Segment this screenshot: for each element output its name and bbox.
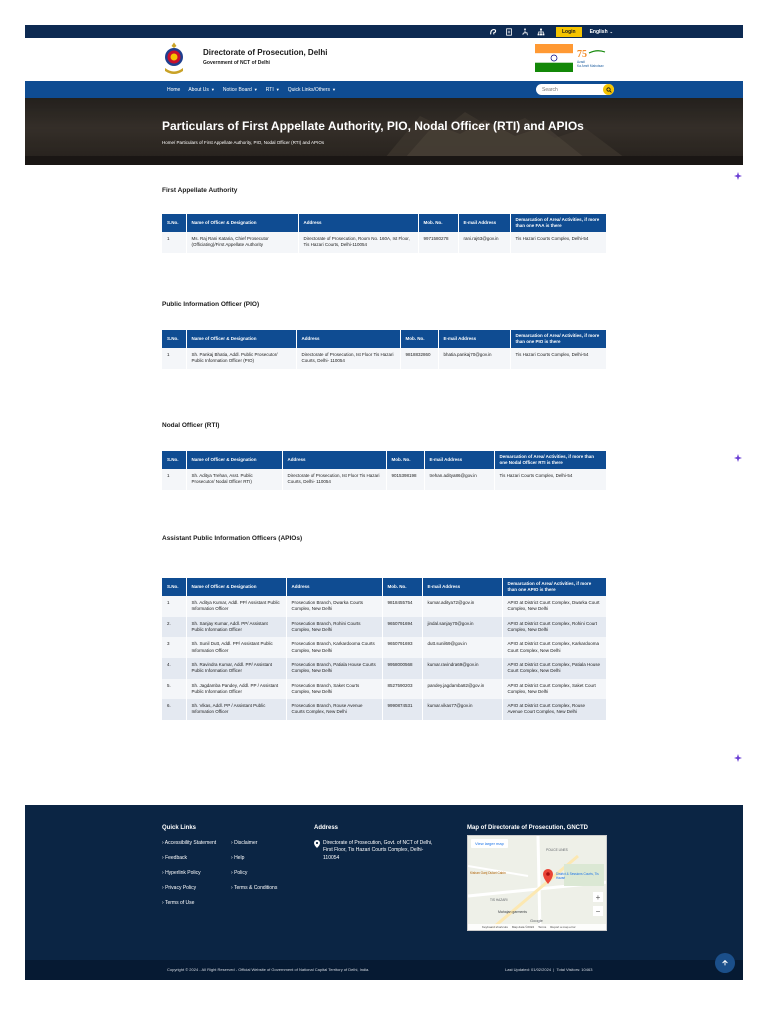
cell-sno: 4. (162, 658, 186, 679)
footer-link-label: Help (234, 855, 245, 861)
cell-sno: 6. (162, 699, 186, 720)
nav-item-label: About Us (188, 86, 209, 93)
table-header-row (162, 214, 606, 232)
cell-mobile: 8527590203 (382, 679, 422, 700)
cell-mobile: 9818455754 (382, 596, 422, 617)
col-header: Demarcation of Area/ Activities, if more than one PIO is there (510, 330, 606, 348)
col-header: E-mail Address (422, 578, 502, 596)
prosecution-emblem-logo[interactable] (163, 42, 185, 77)
map-label: District & Sessions Courts, Tis Hazari (556, 872, 599, 880)
faa-table (162, 214, 607, 253)
cell-sno: 1 (162, 469, 186, 490)
footer-link-label: Privacy Policy (165, 885, 197, 891)
copyright-bar (25, 960, 743, 980)
nav-item-notice-board[interactable] (223, 87, 258, 93)
page-banner (25, 98, 743, 165)
cell-demarcation: Tis Hazari Courts Complex, Delhi-54 (510, 232, 606, 253)
table-row (162, 637, 606, 658)
map-credit[interactable]: Report a map error (550, 925, 576, 929)
cell-email: dutt.sunil69@gov.in (422, 637, 502, 658)
footer-meta: Last Updated: 01/02/2024 | Total Visitors: 10463 (505, 967, 593, 972)
cell-sno: 2. (162, 617, 186, 638)
map-label: POLICE LINES (546, 848, 568, 852)
accessibility-icon[interactable] (520, 27, 530, 37)
cell-demarcation: APIO at District Court Complex, Patiala House Court Complex, New Delhi (502, 658, 606, 679)
breadcrumb: Home/ Particulars of First Appellate Authority, PIO, Nodal Officer (RTI) and APIOs (162, 140, 325, 145)
table-row (162, 596, 606, 617)
arrow-up-icon (721, 959, 729, 967)
col-header: Mob. No. (382, 578, 422, 596)
cell-officer: Sh. Sunil Dutt, Addl. PP/ Assistant Public Information Officer (186, 637, 286, 658)
cell-address: Prosecution Branch, Rohini Courts Complex, New Delhi (286, 617, 382, 638)
caret-down-icon: ▼ (210, 87, 215, 92)
org-subtitle: Government of NCT of Delhi (203, 60, 270, 66)
last-updated-text: Last Updated: 01/02/2024 (505, 967, 552, 972)
sitemap-doc-icon[interactable] (504, 27, 514, 37)
table-row (162, 679, 606, 700)
footer-address-text: Directorate of Prosecution, Govt. of NCT of Delhi, First Floor, Tis Hazari Courts Complex, Delhi-110054 (323, 840, 433, 861)
caret-down-icon: ▼ (331, 87, 336, 92)
col-header: Demarcation of Area/ Activities, if more than one Nodal Officer RTI is there (494, 451, 606, 469)
section-title-pio: Public Information Officer (PIO) (162, 301, 260, 308)
footer-link-hyperlink-policy[interactable]: › Hyperlink Policy (162, 870, 201, 876)
col-header: Mob. No. (418, 214, 458, 232)
azadi-ka-amrit-mahotsav-logo (575, 47, 615, 69)
table-row (162, 469, 606, 490)
search-input[interactable] (542, 87, 594, 93)
svg-text:Ka Amrit Mahotsav: Ka Amrit Mahotsav (577, 64, 604, 68)
sparkle-icon[interactable] (734, 171, 744, 181)
cell-address: Prosecution Branch, Dwarka Courts Complex, New Delhi (286, 596, 382, 617)
cell-address: Prosecution Branch, Saket Courts Complex, New Delhi (286, 679, 382, 700)
screen-reader-icon[interactable] (488, 27, 498, 37)
cell-officer: Sh. Pankaj Bhatia, Addl. Public Prosecutor/ Public Information Officer (PIO) (186, 348, 296, 369)
embedded-map[interactable] (467, 835, 607, 931)
footer-link-label: Hyperlink Policy (165, 870, 201, 876)
location-pin-icon (314, 840, 320, 848)
cell-demarcation: APIO at District Court Complex, Saket Court Complex, New Delhi (502, 679, 606, 700)
col-header: Name of Officer & Designation (186, 330, 296, 348)
table-row (162, 348, 606, 369)
sitemap-icon[interactable] (536, 27, 546, 37)
footer-link-policy[interactable]: › Policy (231, 870, 248, 876)
map-label: Kishan Ganj Dulari Cabin (470, 871, 506, 875)
map-credit: Map data ©2024 (511, 925, 535, 929)
footer-link-feedback[interactable]: › Feedback (162, 855, 188, 861)
svg-text:Azadi: Azadi (577, 60, 585, 64)
map-label: Mahajan garments (498, 910, 527, 914)
footer-link-label: Disclaimer (234, 840, 258, 846)
col-header: Name of Officer & Designation (186, 578, 286, 596)
footer-address-title: Address (314, 825, 339, 831)
nav-item-label: Quick Links/Others (287, 86, 330, 93)
col-header: E-mail Address (438, 330, 510, 348)
language-label: English (589, 28, 608, 35)
cell-officer: Sh. Jagdamba Pandey, Addl. PP / Assistant Public Information Officer (186, 679, 286, 700)
col-header: Mob. No. (400, 330, 438, 348)
table-row (162, 617, 606, 638)
col-header: S.No. (162, 330, 186, 348)
col-header: Address (298, 214, 418, 232)
map-label: Google (530, 918, 543, 923)
map-credit[interactable]: Keyboard shortcuts (482, 925, 508, 929)
col-header: Address (286, 578, 382, 596)
cell-email: bhatia.pankaj70@gov.in (438, 348, 510, 369)
footer-link-label: Feedback (165, 855, 188, 861)
cell-officer: Sh. Aditya Kumar, Addl. PP/ Assistant Public Information Officer (186, 596, 286, 617)
cell-sno: 3 (162, 637, 186, 658)
table-row (162, 699, 606, 720)
map-credit-bar (468, 924, 607, 930)
nav-item-about-us[interactable] (188, 87, 215, 93)
cell-officer: Sh. Ravindra Kumar, Addl. PP/ Assistant Public Information Officer (186, 658, 286, 679)
nav-item-label: RTI (265, 86, 274, 93)
footer-link-help[interactable]: › Help (231, 855, 245, 861)
sparkle-icon[interactable] (734, 753, 744, 763)
footer-link-label: Policy (234, 870, 248, 876)
cell-email: kumar.vikas77@gov.in (422, 699, 502, 720)
footer-quick-links-title: Quick Links (162, 825, 197, 831)
col-header: S.No. (162, 578, 186, 596)
footer-map-title: Map of Directorate of Prosecution, GNCTD (467, 825, 589, 831)
cell-email: kumar.ravindra69@gov.in (422, 658, 502, 679)
cell-mobile: 9818832860 (400, 348, 438, 369)
cell-mobile: 9958000568 (382, 658, 422, 679)
cell-email: kumar.aditya72@gov.in (422, 596, 502, 617)
scroll-to-top-button[interactable] (715, 953, 735, 973)
cell-mobile: 9990874531 (382, 699, 422, 720)
site-header (25, 38, 743, 81)
col-header: S.No. (162, 451, 186, 469)
col-header: S.No. (162, 214, 186, 232)
footer-link-disclaimer[interactable]: › Disclaimer (231, 840, 258, 846)
table-row (162, 658, 606, 679)
cell-mobile: 9650791693 (382, 637, 422, 658)
col-header: Mob. No. (386, 451, 424, 469)
login-button[interactable]: Login (556, 27, 582, 37)
cell-address: Directorate of Prosecution, Room No. 160A, Ist Floor, Tis Hazari Courts, Delhi-110054 (298, 232, 418, 253)
cell-email: pandey.jagdamba82@gov.in (422, 679, 502, 700)
cell-address: Prosecution Branch, Patiala House Courts Complex, New Delhi (286, 658, 382, 679)
footer-link-terms-conditions[interactable]: › Terms & Conditions (231, 885, 278, 891)
cell-demarcation: Tis Hazari Courts Complex, Delhi-54 (494, 469, 606, 490)
copyright-text: Copyright © 2024 - All Right Reserved - Official Website of Government of National Capital Territory of Delhi, India. (167, 967, 370, 972)
search-button[interactable] (603, 84, 614, 95)
col-header: E-mail Address (458, 214, 510, 232)
cell-email: rani.raj63@gov.in (458, 232, 510, 253)
visitor-count-text: Total Visitors: 10463 (556, 967, 593, 972)
section-title-faa: First Appellate Authority (162, 187, 238, 194)
footer-link-privacy-policy[interactable]: › Privacy Policy (162, 885, 197, 891)
nav-item-quick-links[interactable] (288, 87, 336, 93)
india-flag-image (535, 44, 573, 72)
cell-email: jindal.sanjay70@gov.in (422, 617, 502, 638)
nav-item-home[interactable] (167, 87, 180, 93)
map-label: TIS HAZARI (490, 898, 508, 902)
table-header-row (162, 330, 606, 348)
cell-demarcation: APIO at District Court Complex, Rohini Court Complex, New Delhi (502, 617, 606, 638)
cell-sno: 1 (162, 596, 186, 617)
main-nav (25, 81, 743, 98)
org-name: Directorate of Prosecution, Delhi (203, 48, 328, 57)
page (25, 25, 743, 980)
col-header: Demarcation of Area/ Activities, if more than one APIO is there (502, 578, 606, 596)
table-header-row (162, 451, 606, 469)
footer-link-accessibility[interactable]: › Accessibility Statement (162, 840, 217, 846)
cell-demarcation: APIO at District Court Complex, Rouse Avenue Court Complex, New Delhi (502, 699, 606, 720)
nav-item-rti[interactable] (266, 87, 280, 93)
language-select[interactable] (590, 29, 613, 35)
map-zoom-out-button[interactable]: − (593, 906, 603, 916)
pio-table (162, 330, 607, 369)
apio-table (162, 578, 607, 720)
table-row (162, 232, 606, 253)
nav-item-label: Notice Board (222, 86, 252, 93)
cell-sno: 1 (162, 232, 186, 253)
cell-officer: Ms. Raj Rani Kataria, Chief Prosecutor (Officiating)/First Appellate Authority (186, 232, 298, 253)
map-credit[interactable]: Terms (538, 925, 547, 929)
search-icon (606, 87, 612, 93)
col-header: Address (296, 330, 400, 348)
nav-items (167, 81, 336, 98)
cell-officer: Sh. Aditya Trehan, Asst. Public Prosecutor/ Nodal Officer RTI) (186, 469, 282, 490)
nodal-table (162, 451, 607, 490)
cell-demarcation: Tis Hazari Courts Complex, Delhi-54 (510, 348, 606, 369)
cell-mobile: 9971580278 (418, 232, 458, 253)
col-header: Name of Officer & Designation (186, 451, 282, 469)
search-box (536, 84, 614, 95)
chevron-down-icon: ⌄ (609, 29, 613, 34)
map-image (468, 836, 607, 931)
col-header: Address (282, 451, 386, 469)
col-header: E-mail Address (424, 451, 494, 469)
cell-email: trehan.aditya86@gov.in (424, 469, 494, 490)
col-header: Demarcation of Area/ Activities, if more than one FAA is there (510, 214, 606, 232)
cell-sno: 1 (162, 348, 186, 369)
col-header: Name of Officer & Designation (186, 214, 298, 232)
footer-link-label: Terms of Use (164, 900, 195, 906)
footer-link-label: Terms & Conditions (233, 885, 278, 891)
cell-address: Prosecution Branch, Karkardooma Courts Complex, New Delhi (286, 637, 382, 658)
footer-link-terms-of-use[interactable]: › Terms of Use (162, 900, 195, 906)
view-larger-map-link[interactable]: View larger map (471, 839, 508, 848)
svg-text:75: 75 (577, 49, 587, 60)
cell-officer: Sh. Vikas, Addl. PP / Assistant Public Information Officer (186, 699, 286, 720)
cell-demarcation: APIO at District Court Complex, Dwarka Court Complex, New Delhi (502, 596, 606, 617)
footer-link-label: Accessibility Statement (164, 840, 217, 846)
page-title: Particulars of First Appellate Authority, PIO, Nodal Officer (RTI) and APIOs (162, 119, 584, 133)
section-title-nodal: Nodal Officer (RTI) (162, 422, 220, 429)
cell-sno: 5. (162, 679, 186, 700)
map-zoom-in-button[interactable]: + (593, 892, 603, 902)
cell-demarcation: APIO at District Court Complex, Karkardooma Court Complex, New Delhi (502, 637, 606, 658)
cell-address: Directorate of Prosecution, Ist Floor Tis Hazari Courts, Delhi- 110054 (282, 469, 386, 490)
table-header-row (162, 578, 606, 596)
cell-address: Directorate of Prosecution, Ist Floor Tis Hazari Courts, Delhi- 110054 (296, 348, 400, 369)
cell-mobile: 9015398198 (386, 469, 424, 490)
sparkle-icon[interactable] (734, 453, 744, 463)
cell-address: Prosecution Branch, Rouse Avenue Courts Complex, New Delhi (286, 699, 382, 720)
site-footer (25, 805, 743, 960)
caret-down-icon: ▼ (275, 87, 280, 92)
cell-officer: Sh. Sanjay Kumar, Addl. PP/ Assistant Public Information Officer (186, 617, 286, 638)
section-title-apio: Assistant Public Information Officers (APIOs) (162, 535, 303, 542)
top-utility-bar (25, 25, 743, 38)
caret-down-icon: ▼ (253, 87, 258, 92)
nav-item-label: Home (167, 86, 181, 93)
cell-mobile: 9650791694 (382, 617, 422, 638)
